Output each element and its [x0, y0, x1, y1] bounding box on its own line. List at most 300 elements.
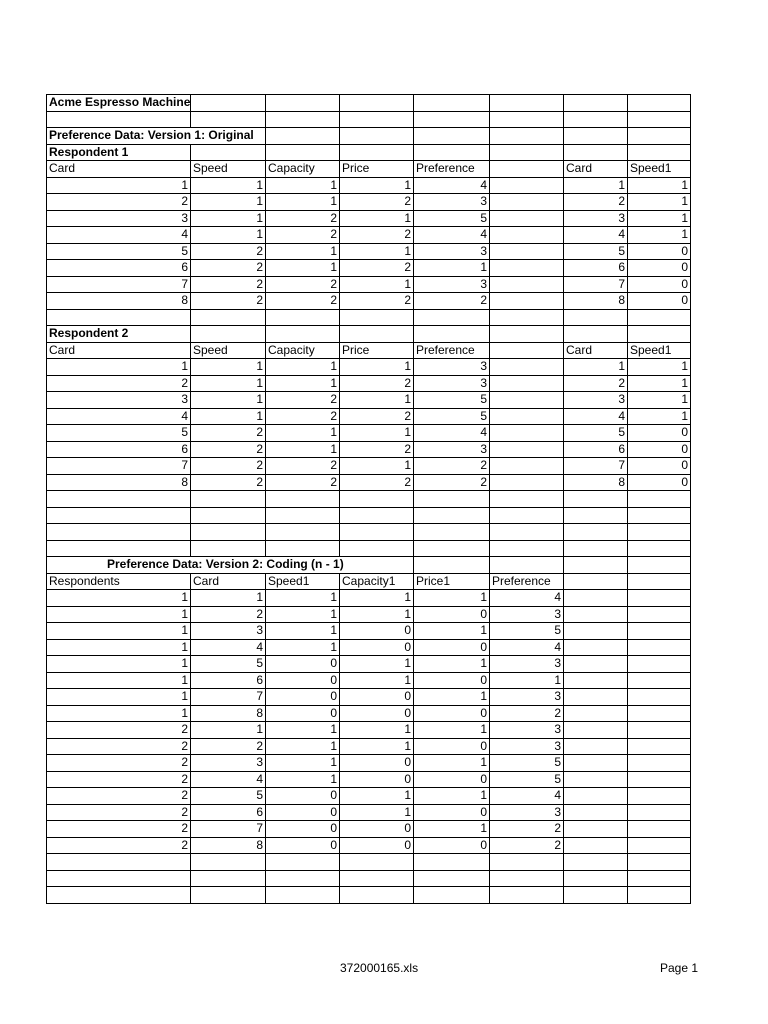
table-cell: [489, 870, 564, 888]
column-header: Preference: [413, 342, 490, 360]
data-cell: 7: [563, 457, 628, 475]
table-cell: [563, 523, 628, 541]
data-cell: 6: [46, 441, 191, 459]
table-cell: [489, 523, 564, 541]
data-cell: 1: [265, 738, 340, 756]
data-cell: 0: [339, 639, 414, 657]
table-cell: [265, 111, 340, 129]
data-cell: 2: [46, 721, 191, 739]
data-cell: 0: [339, 820, 414, 838]
table-cell: [563, 94, 628, 112]
data-cell: 7: [46, 276, 191, 294]
data-cell: 2: [339, 474, 414, 492]
table-cell: [627, 490, 691, 508]
data-cell: 1: [339, 276, 414, 294]
data-cell: 1: [190, 226, 266, 244]
data-cell: 1: [265, 375, 340, 393]
data-cell: 8: [46, 474, 191, 492]
table-cell: [265, 127, 340, 145]
table-cell: [265, 886, 340, 904]
data-cell: 1: [339, 672, 414, 690]
data-cell: 5: [563, 243, 628, 261]
data-cell: 2: [190, 738, 266, 756]
table-cell: [489, 853, 564, 871]
data-cell: 1: [627, 375, 691, 393]
data-cell: 0: [339, 705, 414, 723]
table-cell: [563, 540, 628, 558]
data-cell: 3: [413, 276, 490, 294]
table-cell: [413, 853, 490, 871]
table-cell: [563, 507, 628, 525]
footer-page-number: Page 1: [660, 961, 699, 975]
data-cell: 6: [190, 672, 266, 690]
data-cell: 1: [627, 177, 691, 195]
table-cell: [563, 325, 628, 343]
data-cell: 2: [339, 408, 414, 426]
data-cell: 2: [339, 193, 414, 211]
column-header: Card: [563, 342, 628, 360]
data-cell: 1: [339, 243, 414, 261]
table-cell: [563, 490, 628, 508]
table-cell: [190, 94, 266, 112]
table-cell: [190, 870, 266, 888]
data-cell: 1: [46, 655, 191, 673]
version2-title: Preference Data: Version 2: Coding (n - 1): [46, 556, 414, 574]
data-cell: 1: [190, 391, 266, 409]
data-cell: 2: [190, 243, 266, 261]
data-cell: 0: [265, 655, 340, 673]
data-cell: 3: [413, 358, 490, 376]
data-cell: 2: [190, 606, 266, 624]
table-cell: [265, 325, 340, 343]
table-cell: [563, 754, 628, 772]
table-cell: [627, 837, 691, 855]
table-cell: [339, 144, 414, 162]
data-cell: 1: [339, 589, 414, 607]
data-cell: 2: [265, 391, 340, 409]
table-cell: [489, 457, 564, 475]
table-cell: [339, 127, 414, 145]
data-cell: 5: [190, 655, 266, 673]
table-cell: [627, 738, 691, 756]
data-cell: 0: [627, 292, 691, 310]
data-cell: 0: [265, 820, 340, 838]
data-cell: 1: [413, 589, 490, 607]
data-cell: 5: [46, 424, 191, 442]
data-cell: 1: [46, 705, 191, 723]
data-cell: 1: [413, 622, 490, 640]
table-cell: [46, 540, 191, 558]
data-cell: 3: [563, 210, 628, 228]
table-cell: [627, 540, 691, 558]
data-cell: 6: [563, 259, 628, 277]
data-cell: 2: [190, 276, 266, 294]
data-cell: 0: [265, 705, 340, 723]
column-header: Capacity1: [339, 573, 414, 591]
table-cell: [413, 523, 490, 541]
column-header: Card: [563, 160, 628, 178]
table-cell: [46, 309, 191, 327]
table-cell: [489, 111, 564, 129]
column-header: Card: [46, 160, 191, 178]
data-cell: 1: [46, 622, 191, 640]
table-cell: [563, 672, 628, 690]
data-cell: 0: [339, 622, 414, 640]
data-cell: 3: [46, 210, 191, 228]
data-cell: 3: [489, 606, 564, 624]
data-cell: 1: [46, 589, 191, 607]
data-cell: 2: [339, 441, 414, 459]
table-cell: [563, 853, 628, 871]
data-cell: 0: [627, 259, 691, 277]
column-header: Preference: [489, 573, 564, 591]
data-cell: 0: [339, 754, 414, 772]
data-cell: 1: [190, 210, 266, 228]
footer-filename: 372000165.xls: [340, 961, 419, 975]
data-cell: 0: [627, 474, 691, 492]
sheet-title: Acme Espresso Machine: [46, 94, 191, 112]
table-cell: [413, 490, 490, 508]
data-cell: 2: [46, 375, 191, 393]
data-cell: 1: [46, 688, 191, 706]
table-cell: [265, 540, 340, 558]
data-cell: 0: [627, 424, 691, 442]
table-cell: [563, 309, 628, 327]
data-cell: 4: [563, 408, 628, 426]
data-cell: 4: [46, 408, 191, 426]
data-cell: 1: [265, 754, 340, 772]
table-cell: [563, 705, 628, 723]
data-cell: 1: [265, 771, 340, 789]
table-cell: [413, 540, 490, 558]
data-cell: 2: [265, 276, 340, 294]
data-cell: 2: [413, 474, 490, 492]
data-cell: 1: [339, 655, 414, 673]
data-cell: 0: [413, 837, 490, 855]
table-cell: [339, 309, 414, 327]
table-cell: [627, 655, 691, 673]
data-cell: 3: [489, 688, 564, 706]
data-cell: 0: [627, 457, 691, 475]
table-cell: [413, 870, 490, 888]
table-cell: [627, 556, 691, 574]
data-cell: 2: [489, 837, 564, 855]
table-cell: [627, 870, 691, 888]
data-cell: 4: [46, 226, 191, 244]
table-cell: [413, 325, 490, 343]
data-cell: 5: [563, 424, 628, 442]
respondent2-label: Respondent 2: [46, 325, 191, 343]
table-cell: [190, 540, 266, 558]
table-cell: [190, 490, 266, 508]
column-header: Card: [190, 573, 266, 591]
table-cell: [489, 160, 564, 178]
table-cell: [489, 144, 564, 162]
table-cell: [563, 556, 628, 574]
table-cell: [627, 325, 691, 343]
table-cell: [489, 210, 564, 228]
data-cell: 0: [413, 672, 490, 690]
data-cell: 2: [413, 457, 490, 475]
data-cell: 5: [489, 622, 564, 640]
table-cell: [627, 853, 691, 871]
table-cell: [627, 111, 691, 129]
column-header: Price: [339, 160, 414, 178]
table-cell: [413, 111, 490, 129]
data-cell: 1: [339, 738, 414, 756]
data-cell: 0: [339, 688, 414, 706]
table-cell: [627, 507, 691, 525]
table-cell: [339, 886, 414, 904]
data-cell: 1: [563, 177, 628, 195]
data-cell: 2: [46, 804, 191, 822]
table-cell: [190, 853, 266, 871]
data-cell: 0: [413, 639, 490, 657]
table-cell: [627, 606, 691, 624]
table-cell: [627, 820, 691, 838]
data-cell: 5: [489, 771, 564, 789]
data-cell: 1: [190, 193, 266, 211]
table-cell: [489, 375, 564, 393]
data-cell: 0: [413, 738, 490, 756]
data-cell: 5: [190, 787, 266, 805]
data-cell: 5: [413, 391, 490, 409]
column-header: Speed1: [627, 160, 691, 178]
data-cell: 1: [413, 820, 490, 838]
table-cell: [489, 325, 564, 343]
table-cell: [489, 226, 564, 244]
table-cell: [563, 573, 628, 591]
column-header: Capacity: [265, 160, 340, 178]
table-cell: [489, 309, 564, 327]
data-cell: 2: [190, 424, 266, 442]
data-cell: 2: [190, 259, 266, 277]
data-cell: 2: [489, 705, 564, 723]
data-cell: 1: [265, 639, 340, 657]
data-cell: 2: [339, 292, 414, 310]
table-cell: [339, 523, 414, 541]
table-cell: [190, 507, 266, 525]
table-cell: [627, 144, 691, 162]
table-cell: [563, 804, 628, 822]
table-cell: [627, 622, 691, 640]
table-cell: [489, 259, 564, 277]
data-cell: 1: [627, 193, 691, 211]
data-cell: 2: [46, 820, 191, 838]
table-cell: [489, 441, 564, 459]
data-cell: 0: [413, 804, 490, 822]
version1-title: Preference Data: Version 1: Original: [46, 127, 266, 145]
table-cell: [489, 391, 564, 409]
data-cell: 1: [265, 589, 340, 607]
data-cell: 0: [265, 688, 340, 706]
data-cell: 0: [627, 276, 691, 294]
table-cell: [190, 523, 266, 541]
column-header: Card: [46, 342, 191, 360]
table-cell: [489, 424, 564, 442]
data-cell: 1: [627, 210, 691, 228]
table-cell: [563, 787, 628, 805]
data-cell: 0: [339, 771, 414, 789]
table-cell: [265, 870, 340, 888]
column-header: Capacity: [265, 342, 340, 360]
table-cell: [627, 705, 691, 723]
table-cell: [489, 342, 564, 360]
data-cell: 1: [46, 639, 191, 657]
data-cell: 3: [489, 721, 564, 739]
table-cell: [339, 853, 414, 871]
data-cell: 1: [46, 358, 191, 376]
data-cell: 1: [265, 721, 340, 739]
data-cell: 1: [190, 375, 266, 393]
table-cell: [339, 870, 414, 888]
data-cell: 2: [190, 292, 266, 310]
data-cell: 2: [190, 457, 266, 475]
table-cell: [265, 94, 340, 112]
table-cell: [563, 622, 628, 640]
table-cell: [563, 688, 628, 706]
table-cell: [413, 94, 490, 112]
table-cell: [563, 886, 628, 904]
column-header: Speed1: [265, 573, 340, 591]
data-cell: 1: [339, 457, 414, 475]
data-cell: 8: [46, 292, 191, 310]
data-cell: 0: [627, 441, 691, 459]
table-cell: [265, 523, 340, 541]
table-cell: [627, 688, 691, 706]
data-cell: 3: [413, 441, 490, 459]
data-cell: 1: [339, 424, 414, 442]
data-cell: 3: [190, 754, 266, 772]
table-cell: [563, 639, 628, 657]
table-cell: [265, 144, 340, 162]
data-cell: 1: [339, 358, 414, 376]
table-cell: [627, 787, 691, 805]
data-cell: 1: [339, 210, 414, 228]
data-cell: 3: [413, 375, 490, 393]
data-cell: 0: [339, 837, 414, 855]
table-cell: [563, 820, 628, 838]
data-cell: 1: [190, 358, 266, 376]
data-cell: 1: [627, 358, 691, 376]
table-cell: [627, 94, 691, 112]
data-cell: 1: [413, 688, 490, 706]
table-cell: [190, 144, 266, 162]
table-cell: [627, 721, 691, 739]
data-cell: 0: [627, 243, 691, 261]
data-cell: 1: [265, 193, 340, 211]
data-cell: 7: [190, 688, 266, 706]
table-cell: [190, 309, 266, 327]
data-cell: 1: [190, 721, 266, 739]
table-cell: [563, 589, 628, 607]
data-cell: 1: [265, 259, 340, 277]
data-cell: 2: [563, 375, 628, 393]
data-cell: 1: [265, 424, 340, 442]
table-cell: [413, 144, 490, 162]
table-cell: [339, 490, 414, 508]
data-cell: 4: [413, 424, 490, 442]
table-cell: [489, 490, 564, 508]
data-cell: 4: [413, 226, 490, 244]
data-cell: 7: [46, 457, 191, 475]
data-cell: 1: [413, 754, 490, 772]
data-cell: 0: [413, 771, 490, 789]
data-cell: 2: [46, 837, 191, 855]
data-cell: 2: [46, 754, 191, 772]
data-cell: 0: [413, 606, 490, 624]
data-cell: 4: [563, 226, 628, 244]
data-cell: 4: [489, 589, 564, 607]
table-cell: [489, 556, 564, 574]
data-cell: 2: [46, 193, 191, 211]
table-cell: [265, 309, 340, 327]
table-cell: [489, 474, 564, 492]
data-cell: 1: [413, 787, 490, 805]
data-cell: 1: [627, 391, 691, 409]
table-cell: [413, 507, 490, 525]
data-cell: 0: [413, 705, 490, 723]
table-cell: [46, 111, 191, 129]
data-cell: 6: [46, 259, 191, 277]
data-cell: 4: [413, 177, 490, 195]
data-cell: 1: [46, 672, 191, 690]
table-cell: [489, 292, 564, 310]
table-cell: [46, 886, 191, 904]
data-cell: 2: [265, 226, 340, 244]
data-cell: 4: [190, 639, 266, 657]
table-cell: [265, 853, 340, 871]
data-cell: 8: [190, 705, 266, 723]
data-cell: 5: [413, 210, 490, 228]
table-cell: [563, 111, 628, 129]
table-cell: [489, 127, 564, 145]
table-cell: [563, 655, 628, 673]
data-cell: 3: [563, 391, 628, 409]
table-cell: [190, 886, 266, 904]
data-cell: 1: [339, 804, 414, 822]
table-cell: [563, 721, 628, 739]
data-cell: 3: [190, 622, 266, 640]
table-cell: [190, 325, 266, 343]
data-cell: 1: [339, 787, 414, 805]
table-cell: [265, 507, 340, 525]
data-cell: 3: [489, 738, 564, 756]
table-cell: [627, 589, 691, 607]
data-cell: 1: [265, 441, 340, 459]
data-cell: 0: [265, 672, 340, 690]
data-cell: 5: [413, 408, 490, 426]
data-cell: 4: [489, 787, 564, 805]
table-cell: [46, 870, 191, 888]
data-cell: 7: [190, 820, 266, 838]
data-cell: 5: [46, 243, 191, 261]
table-cell: [563, 738, 628, 756]
data-cell: 1: [190, 408, 266, 426]
table-cell: [563, 127, 628, 145]
respondent1-label: Respondent 1: [46, 144, 191, 162]
table-cell: [339, 507, 414, 525]
data-cell: 2: [190, 474, 266, 492]
table-cell: [627, 886, 691, 904]
data-cell: 3: [489, 804, 564, 822]
table-cell: [190, 111, 266, 129]
table-cell: [489, 886, 564, 904]
data-cell: 6: [563, 441, 628, 459]
data-cell: 0: [265, 804, 340, 822]
data-cell: 1: [339, 606, 414, 624]
data-cell: 2: [46, 738, 191, 756]
